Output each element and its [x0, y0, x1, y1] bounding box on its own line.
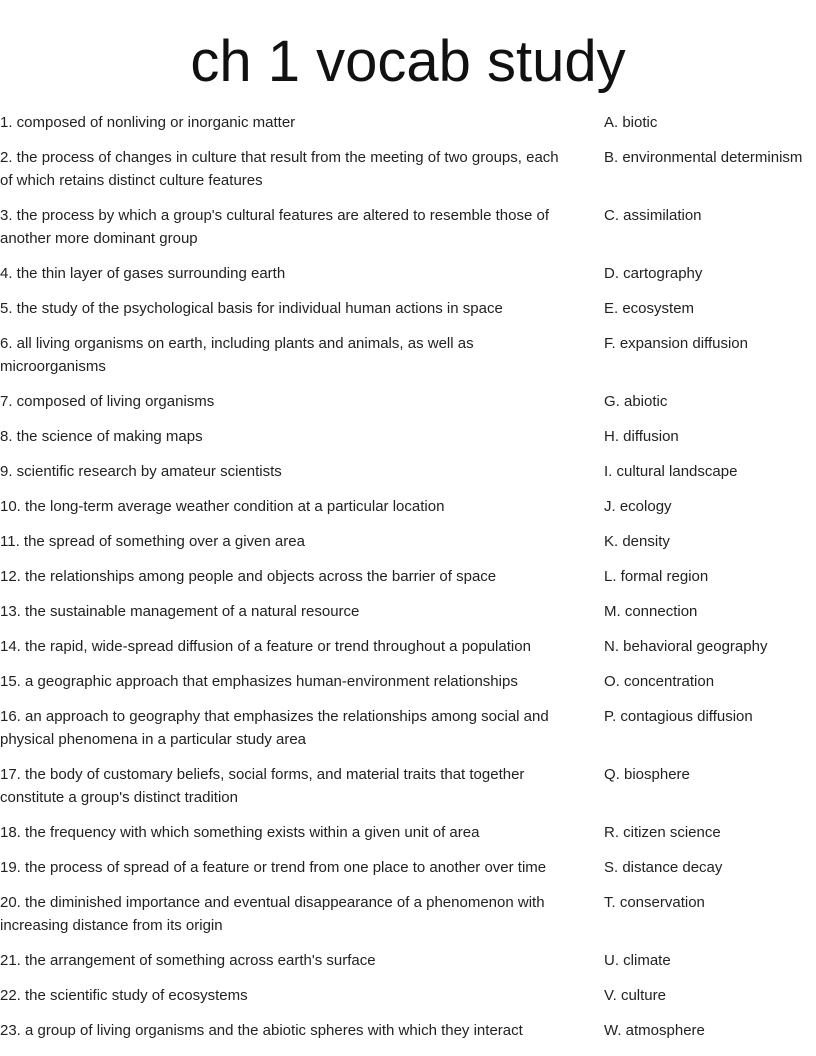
- question-text: 21. the arrangement of something across earth's surface: [0, 952, 376, 969]
- list-item: [0, 820, 816, 855]
- answer-option: M. connection: [604, 603, 698, 620]
- list-item: [0, 203, 816, 261]
- list-item: [0, 983, 816, 1018]
- list-item: [0, 1018, 816, 1053]
- answer-option: K. density: [604, 533, 670, 550]
- question-text: 14. the rapid, wide-spread diffusion of a feature or trend throughout a population: [0, 638, 531, 655]
- question-text: 16. an approach to geography that emphasizes the relationships among social and physical phenomena in a particular study area: [0, 708, 549, 748]
- list-item: [0, 389, 816, 424]
- answer-option: I. cultural landscape: [604, 463, 738, 480]
- answer-option: J. ecology: [604, 498, 672, 515]
- answer-option: U. climate: [604, 952, 671, 969]
- question-text: 10. the long-term average weather condition at a particular location: [0, 498, 445, 515]
- answer-option: V. culture: [604, 987, 666, 1004]
- answer-option: N. behavioral geography: [604, 638, 768, 655]
- list-item: [0, 855, 816, 890]
- list-item: [0, 669, 816, 704]
- vocab-matching-list: [0, 110, 816, 1053]
- list-item: [0, 331, 816, 389]
- question-text: 12. the relationships among people and objects across the barrier of space: [0, 568, 497, 585]
- list-item: [0, 762, 816, 820]
- answer-option: S. distance decay: [604, 859, 723, 876]
- question-text: 2. the process of changes in culture that result from the meeting of two groups, each of which retains distinct culture features: [0, 149, 559, 189]
- question-text: 15. a geographic approach that emphasizes human-environment relationships: [0, 673, 518, 690]
- answer-option: E. ecosystem: [604, 300, 695, 317]
- answer-option: O. concentration: [604, 673, 715, 690]
- page-title: ch 1 vocab study: [190, 29, 626, 94]
- question-text: 1. composed of nonliving or inorganic matter: [0, 114, 296, 131]
- question-text: 4. the thin layer of gases surrounding earth: [0, 265, 286, 282]
- list-item: [0, 599, 816, 634]
- list-item: [0, 145, 816, 203]
- question-text: 20. the diminished importance and eventual disappearance of a phenomenon with increasing distance from its origin: [0, 894, 545, 934]
- answer-option: T. conservation: [604, 894, 705, 911]
- list-item: [0, 564, 816, 599]
- list-item: [0, 634, 816, 669]
- list-item: [0, 459, 816, 494]
- answer-option: B. environmental determinism: [604, 149, 803, 166]
- answer-option: L. formal region: [604, 568, 709, 585]
- answer-option: F. expansion diffusion: [604, 335, 748, 352]
- question-text: 6. all living organisms on earth, including plants and animals, as well as microorganisms: [0, 335, 474, 375]
- list-item: [0, 704, 816, 762]
- answer-option: D. cartography: [604, 265, 703, 282]
- answer-option: H. diffusion: [604, 428, 679, 445]
- question-text: 9. scientific research by amateur scientists: [0, 463, 282, 480]
- question-text: 19. the process of spread of a feature or trend from one place to another over time: [0, 859, 547, 876]
- list-item: [0, 424, 816, 459]
- question-text: 13. the sustainable management of a natural resource: [0, 603, 360, 620]
- question-text: 11. the spread of something over a given area: [0, 533, 305, 550]
- question-text: 8. the science of making maps: [0, 428, 203, 445]
- answer-option: A. biotic: [604, 114, 658, 131]
- list-item: [0, 494, 816, 529]
- list-item: [0, 261, 816, 296]
- question-text: 23. a group of living organisms and the abiotic spheres with which they interact: [0, 1022, 523, 1039]
- list-item: [0, 296, 816, 331]
- answer-option: C. assimilation: [604, 207, 702, 224]
- question-text: 17. the body of customary beliefs, social forms, and material traits that together constitute a group's distinct tradition: [0, 766, 525, 806]
- question-text: 18. the frequency with which something exists within a given unit of area: [0, 824, 480, 841]
- list-item: [0, 529, 816, 564]
- list-item: [0, 110, 816, 145]
- answer-option: Q. biosphere: [604, 766, 690, 783]
- answer-option: W. atmosphere: [604, 1022, 705, 1039]
- question-text: 22. the scientific study of ecosystems: [0, 987, 248, 1004]
- answer-option: P. contagious diffusion: [604, 708, 753, 725]
- question-text: 7. composed of living organisms: [0, 393, 215, 410]
- answer-option: G. abiotic: [604, 393, 668, 410]
- answer-option: R. citizen science: [604, 824, 721, 841]
- question-text: 5. the study of the psychological basis for individual human actions in space: [0, 300, 503, 317]
- list-item: [0, 890, 816, 948]
- list-item: [0, 948, 816, 983]
- question-text: 3. the process by which a group's cultural features are altered to resemble those of another more dominant group: [0, 207, 549, 247]
